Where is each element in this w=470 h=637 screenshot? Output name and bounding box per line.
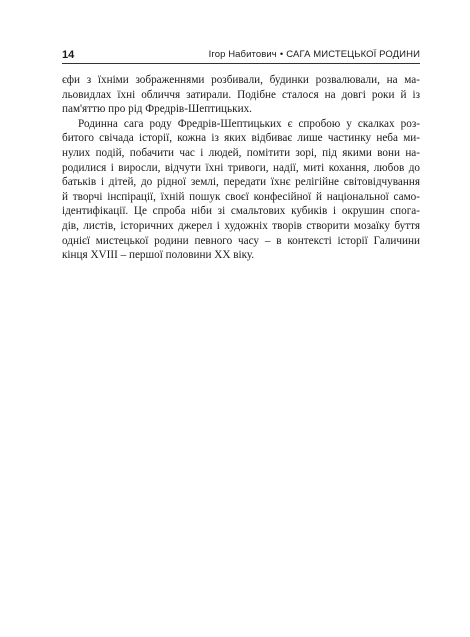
body-text xyxy=(62,73,420,263)
text-line: Родинна сага роду Фредрів-Шептицьких є спробою у скалках роз- xyxy=(78,117,420,130)
running-header xyxy=(62,44,420,62)
text-line: нулих подій, побачити час і людей, помітити зорі, під якими вони на- xyxy=(62,146,420,159)
text-line: кінця XVIII – першої половини XX віку. xyxy=(62,249,255,262)
text-line: й творчі інспірації, їхній пошук своєї конфесійної й національної само- xyxy=(62,190,420,203)
text-line: родилися і виросли, відчути їхні тривоги, надії, миті кохання, любов до xyxy=(62,161,420,174)
paragraph-1 xyxy=(62,73,420,117)
text-line: однієї мистецької родини певного часу – в контексті історії Галичини xyxy=(62,234,420,247)
header-rule xyxy=(62,63,420,64)
text-line: пам'яттю про рід Фредрів-Шептицьких. xyxy=(62,103,252,116)
running-title xyxy=(209,48,420,62)
page-number: 14 xyxy=(62,49,75,61)
text-line: битого свічада історії, кожна із яких відбиває лише частинку неба ми- xyxy=(62,132,420,145)
text-line: льовидлах їхні обличчя затирали. Подібне сталося на довгі роки й із xyxy=(62,88,420,101)
book-title: САГА МИСТЕЦЬКОЇ РОДИНИ xyxy=(286,49,420,60)
paragraph-2 xyxy=(62,117,420,263)
header-separator: • xyxy=(279,49,284,60)
text-line: ідентифікації. Це спроба ніби зі смальтових кубиків і окрушин спога- xyxy=(62,205,420,218)
author-name: Ігор Набитович xyxy=(208,49,277,60)
text-line: дів, листів, історичних джерел і художніх творів створити мозаїку буття xyxy=(62,219,420,232)
text-line: єфи з їхніми зображеннями розбивали, будинки розвалювали, на ма- xyxy=(62,74,420,86)
text-line: батьків і дітей, до рідної землі, передати їхнє релігійне світовідчування xyxy=(62,176,420,189)
